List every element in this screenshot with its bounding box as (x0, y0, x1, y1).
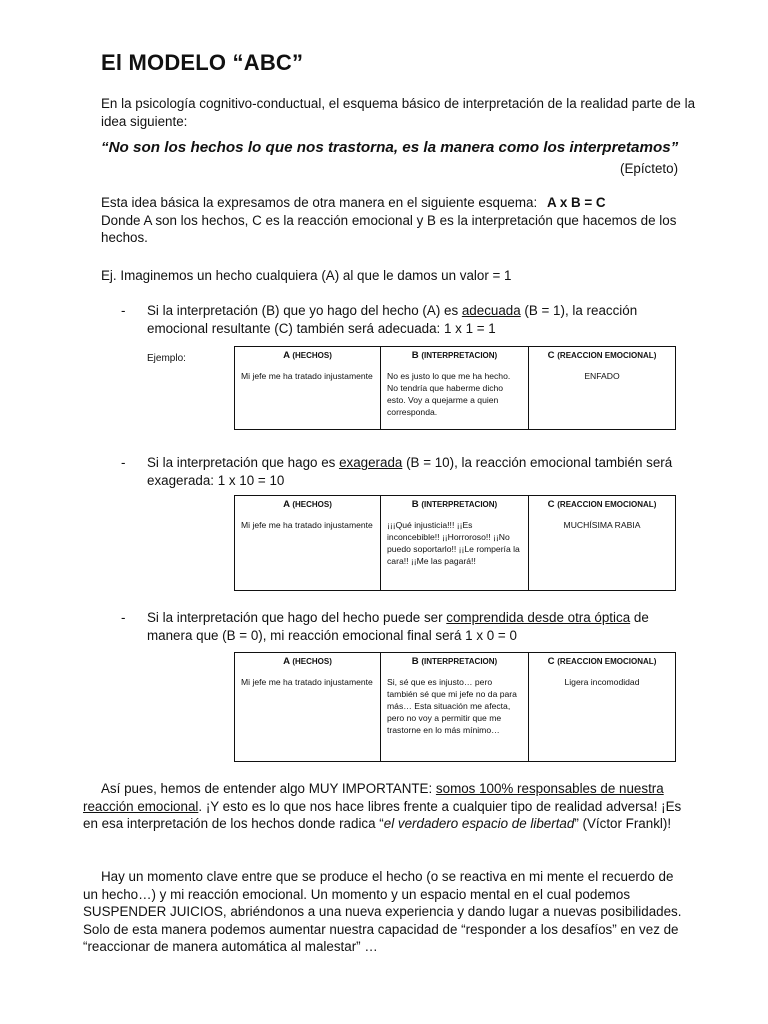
column-a-cell (235, 347, 381, 430)
case-3-text (147, 609, 687, 644)
header-b: B (INTERPRETACION) (411, 656, 498, 667)
schema-line1: Esta idea básica la expresamos de otra manera en el siguiente esquema: (101, 195, 538, 210)
example-intro: Ej. Imaginemos un hecho cualquiera (A) al que le damos un valor = 1 (101, 268, 512, 283)
header-a: A (HECHOS) (283, 499, 332, 510)
abc-table-3 (234, 652, 676, 762)
interpretation-text: No es justo lo que me ha hecho. No tendría que haberme dicho esto. Voy a quejarme a quien corresponda. (387, 371, 511, 417)
column-a-cell (235, 653, 381, 762)
column-c-cell (529, 653, 676, 762)
case-3-post: de manera que (B = 0), mi reacción emocional final será 1 x 0 = 0 (147, 610, 649, 643)
abc-table-1 (234, 346, 676, 430)
header-c: C (REACCION EMOCIONAL) (547, 350, 657, 361)
case-3-emph: comprendida desde otra óptica (446, 610, 631, 625)
bullet-dash: - (121, 455, 126, 470)
case-2-pre: Si la interpretación que hago es (147, 455, 340, 470)
quote-author: (Epícteto) (620, 161, 679, 176)
abc-table-2 (234, 495, 676, 591)
header-a: A (HECHOS) (283, 656, 332, 667)
facts-text: Mi jefe me ha tratado injustamente (241, 371, 373, 381)
schema-line2: Donde A son los hechos, C es la reacción emocional y B es la interpretación que hacemos de los hechos. (101, 212, 677, 245)
responsibility-emphasis: somos 100% responsables de nuestra reacción emocional (83, 781, 664, 814)
column-b-cell (381, 496, 529, 591)
facts-text: Mi jefe me ha tratado injustamente (241, 520, 373, 530)
quote-text: “No son los hechos lo que nos trastorna, es la manera como los interpretamos” (101, 139, 679, 156)
bullet-dash: - (121, 303, 126, 318)
case-2-text (147, 454, 702, 489)
column-b-cell (381, 347, 529, 430)
example-label: Ejemplo: (147, 353, 186, 364)
case-1-post: (B = 1), la reacción emocional resultante (C) también será adecuada: 1 x 1 = 1 (147, 303, 638, 336)
freedom-phrase: el verdadero espacio de libertad (383, 816, 575, 831)
header-c: C (REACCION EMOCIONAL) (547, 499, 657, 510)
column-c-cell (529, 347, 676, 430)
column-b-cell (381, 653, 529, 762)
reaction-text: Ligera incomodidad (564, 677, 640, 687)
intro-paragraph: En la psicología cognitivo-conductual, el esquema básico de interpretación de la realidad parte de la idea siguiente: (101, 96, 696, 129)
conclusion-paragraph-2: Hay un momento clave entre que se produce el hecho (o se reactiva en mi mente el recuerdo de un hecho…) y mi reacción emocional. Un momento y un espacio mental en el cual podemos SUSPENDER JUICIOS, abriéndonos a una nueva experiencia y dando lugar a nuevas posibilidades. Solo de esta manera podemos aumentar nuestra capacidad de “responder a los desafíos” en vez de “reaccionar de manera automática al malestar” … (83, 869, 682, 954)
interpretation-text: Si, sé que es injusto… pero también sé que mi jefe no da para más… Esta situación me afecta, pero no voy a permitir que me trastorne en lo más mínimo… (387, 677, 517, 735)
reaction-text: MUCHÍSIMA RABIA (563, 520, 641, 530)
case-2-emph: exagerada (339, 455, 403, 470)
bullet-dash: - (121, 610, 126, 625)
facts-text: Mi jefe me ha tratado injustamente (241, 677, 373, 687)
case-1-emph: adecuada (461, 303, 521, 318)
schema-paragraph (101, 194, 711, 247)
page-title: El MODELO “ABC” (101, 50, 304, 75)
reaction-text: ENFADO (584, 371, 620, 381)
header-a: A (HECHOS) (283, 350, 332, 361)
case-1-text (147, 302, 687, 337)
case-2-post: (B = 10), la reacción emocional también será exagerada: 1 x 10 = 10 (147, 455, 673, 488)
column-c-cell (529, 496, 676, 591)
header-b: B (INTERPRETACION) (411, 499, 498, 510)
schema-formula: A x B = C (546, 195, 606, 210)
interpretation-text: ¡¡¡Qué injusticia!!! ¡¡Es inconcebible!! ¡¡Horroroso!! ¡¡No puedo soportarlo!! ¡¡Le rompería la cara!! ¡¡Me las pagará!! (387, 520, 520, 566)
header-b: B (INTERPRETACION) (411, 350, 498, 361)
header-c: C (REACCION EMOCIONAL) (547, 656, 657, 667)
case-1-pre: Si la interpretación (B) que yo hago del hecho (A) es (147, 303, 462, 318)
conclusion-paragraph-1: Así pues, hemos de entender algo MUY IMPORTANTE: somos 100% responsables de nuestra reacción emocional. ¡Y esto es lo que nos hace libres frente a cualquier tipo de realidad adversa! ¡Es en esa interpretación de los hechos donde radica “el verdadero espacio de libertad” (Víctor Frankl)! (83, 781, 682, 831)
case-3-pre: Si la interpretación que hago del hecho puede ser (147, 610, 447, 625)
column-a-cell (235, 496, 381, 591)
